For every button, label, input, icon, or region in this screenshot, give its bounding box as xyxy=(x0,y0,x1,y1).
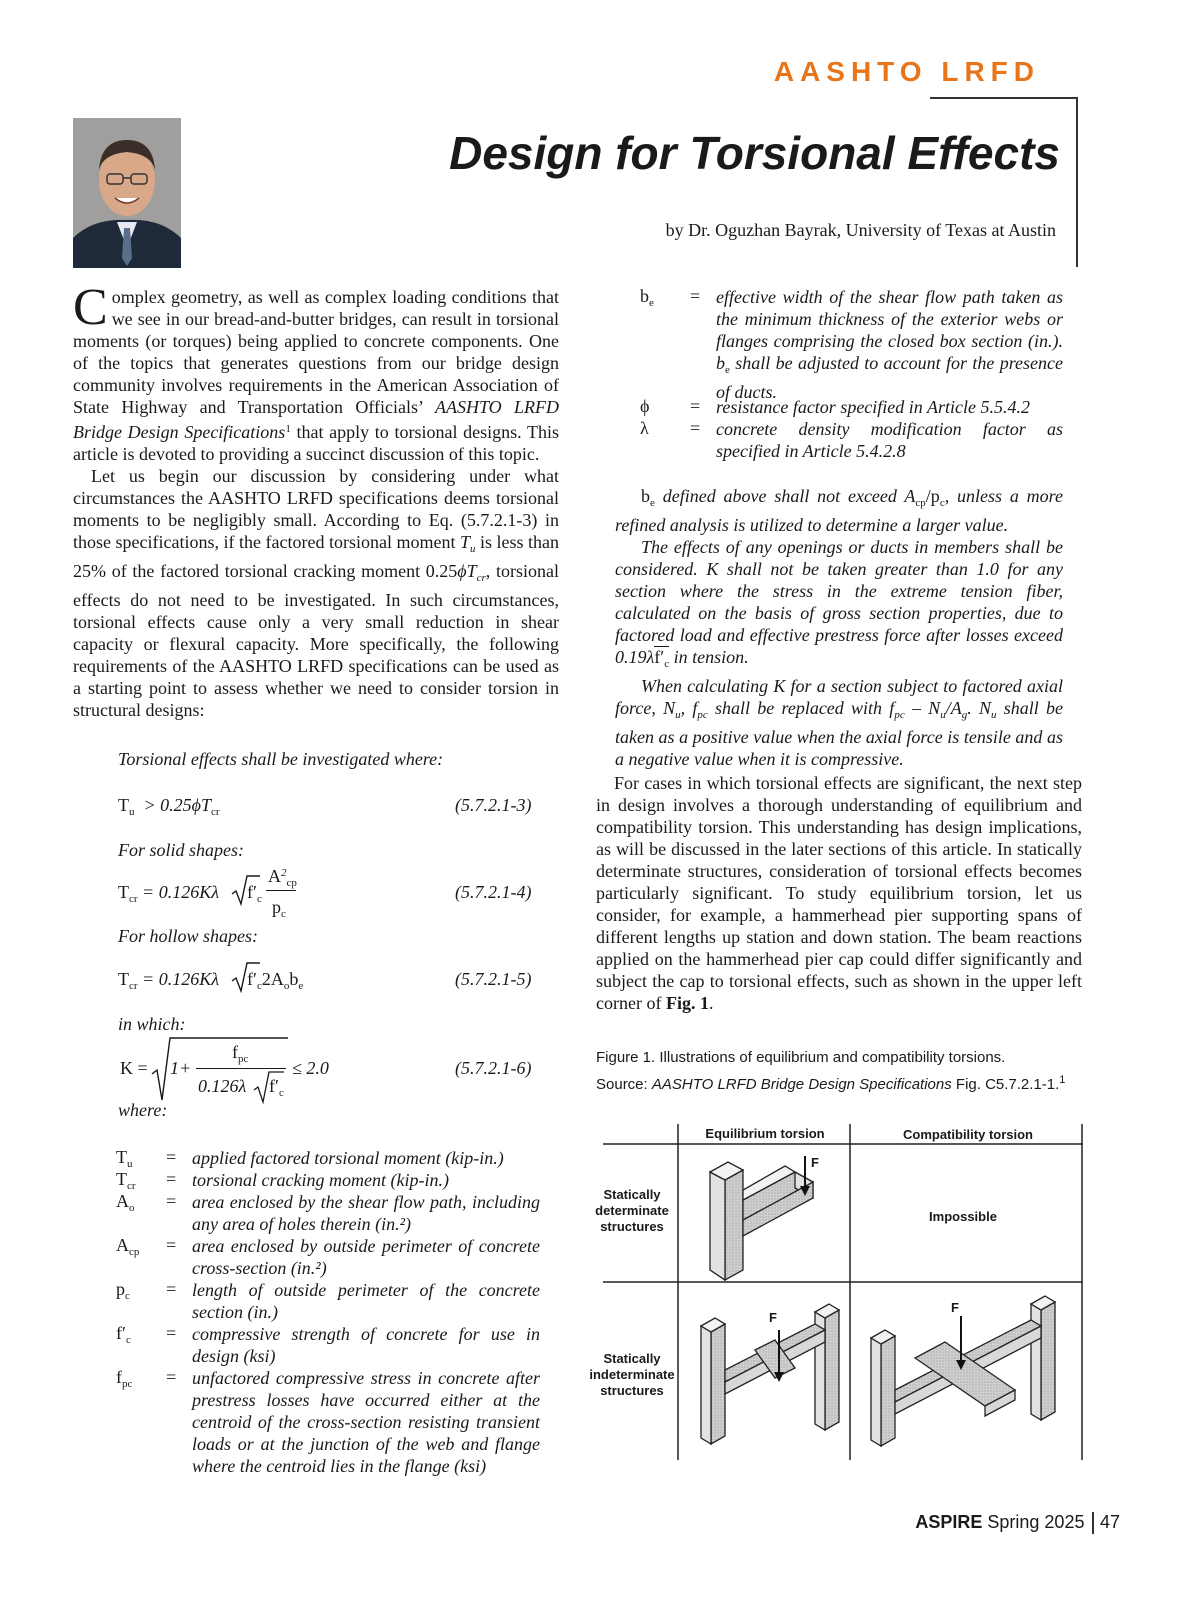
equation-5-7-2-1-4 xyxy=(118,882,219,905)
definition-equals: = xyxy=(166,1323,177,1343)
definition-symbol-main: f xyxy=(116,1367,122,1387)
page-footer xyxy=(915,1512,1120,1534)
force-label-bottom-right: F xyxy=(951,1300,959,1315)
row1-label-line2: determinate xyxy=(595,1203,669,1218)
definition-symbol-sub: u xyxy=(127,1158,133,1170)
eq6-denominator: 0.126λ xyxy=(198,1076,247,1096)
ri-p1-b: b xyxy=(641,486,650,506)
para1-spec-title: AASHTO LRFD Bridge Design Specifications xyxy=(73,397,559,442)
definition-symbol-sub: c xyxy=(125,1334,131,1346)
definition-text: compressive strength of concrete for use in design (ksi) xyxy=(192,1324,540,1366)
author-photo xyxy=(73,118,181,268)
definition-symbol-sub: cp xyxy=(129,1246,140,1258)
definition-symbol xyxy=(640,418,649,441)
in-which-label: in which: xyxy=(118,1014,186,1034)
equation-5-7-2-1-3 xyxy=(118,795,220,818)
eq4-fc xyxy=(247,882,262,905)
row-label-determinate xyxy=(584,1187,680,1235)
ri-p3-a: When calculating K for a section subject to factored axial force, N xyxy=(615,676,1063,718)
eq4-number: (5.7.2.1-4) xyxy=(455,882,532,902)
definition-text xyxy=(716,286,1063,403)
fig1-reference[interactable]: Fig. 1 xyxy=(665,993,709,1013)
right-italic-block xyxy=(615,485,1063,770)
definition-symbol-main: A xyxy=(116,1191,129,1211)
header-rule-vertical xyxy=(1076,97,1078,267)
ri-p3-b-sub: pc xyxy=(697,709,708,721)
eq6-one: 1+ xyxy=(170,1058,192,1078)
eq5-tail2: b xyxy=(289,969,299,989)
definition-equals: = xyxy=(166,1147,177,1167)
ri-p3-g: shall be taken as a positive value when the axial force is tensile and as a negative value when it is compressive. xyxy=(615,698,1063,769)
definition-symbol xyxy=(116,1169,136,1192)
definition-symbol-sub: o xyxy=(129,1202,135,1214)
eq4-lhs: T xyxy=(118,882,129,902)
eq4-mid: = 0.126Kλ xyxy=(142,882,219,902)
definition-equals: = xyxy=(690,286,701,306)
ri-p2-fc-symbol: f′ xyxy=(654,647,665,667)
definition-symbol-main: p xyxy=(116,1279,125,1299)
definition-text-end: shall be adjusted to account for the presence of ducts. xyxy=(716,353,1063,402)
row-label-indeterminate xyxy=(580,1351,684,1399)
definition-text: unfactored compressive stress in concrete after prestress losses have occurred either at the centroid of the cross-section resisting transient loads or at the junction of the web and flange where the centroid lies in the flange (ksi) xyxy=(192,1368,540,1476)
eq5-number: (5.7.2.1-5) xyxy=(455,969,532,989)
equation-intro: Torsional effects shall be investigated where: xyxy=(118,749,444,769)
definition-equals: = xyxy=(690,396,701,416)
solid-shapes-label: For solid shapes: xyxy=(118,840,244,860)
definition-symbol-main: b xyxy=(640,286,649,306)
page-title: Design for Torsional Effects xyxy=(449,127,1060,179)
eq5-fc-symbol: f′ xyxy=(247,969,257,989)
definition-symbol xyxy=(116,1191,135,1214)
definition-symbol-sub: c xyxy=(125,1290,130,1302)
eq4-lhs-sub: cr xyxy=(129,893,138,905)
definition-text: area enclosed by the shear flow path, including any area of holes therein (in.²) xyxy=(192,1192,540,1234)
eq3-rhs: > 0.25ϕT xyxy=(143,795,211,815)
definition-equals: = xyxy=(690,418,701,438)
row2-label-line2: indeterminate xyxy=(589,1367,675,1382)
definition-text-main: resistance factor specified in Article 5.5.4.2 xyxy=(716,397,1030,417)
ri-p3-d: – N xyxy=(904,698,941,718)
footer-brand: ASPIRE xyxy=(915,1512,983,1532)
caption-footnote: 1 xyxy=(1059,1074,1066,1086)
eq3-lhs: T xyxy=(118,795,129,815)
ri-p1-c: c xyxy=(939,497,945,509)
definition-symbol-main: T xyxy=(116,1169,127,1189)
header-rule-horizontal xyxy=(930,97,1078,99)
caption-spec-title: AASHTO LRFD Bridge Design Specifications xyxy=(651,1076,952,1093)
compatibility-indeterminate-structure xyxy=(871,1296,1055,1446)
definition-symbol-main: f′ xyxy=(116,1323,126,1343)
definition-symbol xyxy=(116,1235,139,1258)
eq5-tail2-sub: e xyxy=(298,980,304,992)
figure-1-diagram xyxy=(585,1120,1085,1460)
eq4-denominator xyxy=(272,897,286,920)
left-column-body xyxy=(73,279,559,721)
col-header-compatibility: Compatibility torsion xyxy=(903,1127,1033,1142)
row1-label-line1: Statically xyxy=(603,1187,661,1202)
ri-p3-f: . N xyxy=(967,698,991,718)
dropcap: C xyxy=(73,279,108,336)
eq4-fraction-bar xyxy=(266,890,296,891)
eq5-lhs: T xyxy=(118,969,129,989)
eq6-numerator-f: f xyxy=(232,1042,238,1062)
definition-text xyxy=(716,418,1063,469)
row1-label-line3: structures xyxy=(600,1219,664,1234)
eq6-number: (5.7.2.1-6) xyxy=(455,1058,532,1078)
caption-source xyxy=(596,1069,1082,1096)
figure-caption xyxy=(596,1047,1082,1096)
eq6-den-fc-sub: c xyxy=(278,1087,284,1099)
right-column-body xyxy=(596,772,1082,1014)
right-para-end: . xyxy=(708,993,714,1013)
eq5-lhs-sub: cr xyxy=(129,980,138,992)
ri-p2-end: in tension. xyxy=(669,647,749,667)
ri-p3-d-sub: u xyxy=(940,709,946,721)
eq6-numerator-sub: pc xyxy=(238,1053,249,1065)
eq6-lhs: K = xyxy=(120,1058,148,1078)
ri-p3-e-sub: g xyxy=(961,709,968,721)
eq3-lhs-sub: u xyxy=(129,806,135,818)
caption-line1: Figure 1. Illustrations of equilibrium and compatibility torsions. xyxy=(596,1049,1006,1066)
footer-issue: Spring 2025 xyxy=(987,1512,1085,1532)
right-para-text: For cases in which torsional effects are significant, the next step in design involves a thorough understanding of equilibrium and compatibility torsion. This understanding has design implications, as will be discussed in the later sections of this article. In statically determinate structures, consideration of torsional effects becomes particularly significant. To study equilibrium torsion, let us consider, for example, a hammerhead pier supporting spans of different lengths up station and down station. The beam reactions applied on the hammerhead pier cap could differ significantly and subject the cap to torsional effects, such as shown in the upper left corner of xyxy=(596,773,1082,1013)
para1-start: omplex geometry, as well as complex loading conditions that we see in our bread-and-butter bridges, can result in torsional moments (or torques) being applied to concrete components. One of the topics that generates questions from our bridge design community involves requirements in the American Association of State Highway and Transportation Officials’ xyxy=(73,287,559,417)
definition-text: area enclosed by outside perimeter of concrete cross-section (in.²) xyxy=(192,1236,540,1278)
definition-text: applied factored torsional moment (kip-in.) xyxy=(192,1148,504,1168)
ri-p1-text: defined above shall not exceed A xyxy=(654,486,916,506)
definition-symbol xyxy=(116,1147,133,1170)
hollow-shapes-label: For hollow shapes: xyxy=(118,926,259,946)
para2-c: , torsional effects do not need to be investigated. In such circumstances, torsional effects cause only a very small reduction in shear capacity or flexural capacity. More specifically, the following requirements of the AASHTO LRFD specifications can be used as a starting point to assess whether we need to consider torsion in structural designs: xyxy=(73,561,559,720)
footer-page-number: 47 xyxy=(1099,1512,1120,1532)
equilibrium-indeterminate-structure xyxy=(701,1304,839,1444)
section-tag: AASHTO LRFD xyxy=(773,56,1040,87)
definition-symbol-main: A xyxy=(116,1235,129,1255)
definition-equals: = xyxy=(166,1169,177,1189)
definition-symbol xyxy=(116,1279,130,1302)
ri-p1-end: , unless a more refined analysis is utilized to determine a larger value. xyxy=(615,486,1063,535)
para2-tu: T xyxy=(459,532,470,552)
eq4-fc-sub: c xyxy=(256,893,262,905)
col-header-equilibrium: Equilibrium torsion xyxy=(705,1126,825,1141)
definition-symbol-main: ϕ xyxy=(640,396,650,416)
eq5-terms xyxy=(247,969,303,992)
eq5-fc-sub: c xyxy=(256,980,262,992)
eq4-den-p: p xyxy=(272,897,281,917)
row2-label-line3: structures xyxy=(600,1383,664,1398)
definition-symbol-sub: pc xyxy=(122,1378,133,1390)
definition-text: length of outside perimeter of the concrete section (in.) xyxy=(192,1280,540,1322)
ri-p1-cp: cp xyxy=(915,497,926,509)
eq4-fc-symbol: f′ xyxy=(247,882,257,902)
para1-end: that apply to torsional designs. This article is devoted to providing a succinct discussion of this topic. xyxy=(73,422,559,464)
eq4-numerator-sub: cp xyxy=(286,877,297,889)
equation-5-7-2-1-5 xyxy=(118,969,219,992)
eq5-mid: = 0.126Kλ xyxy=(142,969,219,989)
caption-fig-ref: Fig. C5.7.2.1-1. xyxy=(951,1076,1060,1093)
definition-text-main: concrete density modification factor as specified in Article 5.4.2.8 xyxy=(716,419,1063,461)
definition-symbol xyxy=(640,286,654,309)
eq3-number: (5.7.2.1-3) xyxy=(455,795,532,815)
ri-p3-b: , f xyxy=(680,698,698,718)
footer-separator xyxy=(1092,1512,1094,1534)
para2-tu-sub: u xyxy=(469,543,476,555)
definition-symbol xyxy=(116,1367,132,1390)
eq6-tail: ≤ 2.0 xyxy=(292,1058,329,1078)
eq3-rhs-sub: cr xyxy=(210,806,220,818)
row2-label-line1: Statically xyxy=(603,1351,661,1366)
para1-footnote: 1 xyxy=(285,423,291,435)
ri-p1-b-sub: e xyxy=(650,497,655,509)
definition-text: torsional cracking moment (kip-in.) xyxy=(192,1170,449,1190)
definition-symbol xyxy=(640,396,649,419)
definition-equals: = xyxy=(166,1367,177,1387)
equilibrium-determinate-structure xyxy=(710,1156,813,1280)
eq4-den-sub: c xyxy=(281,908,286,920)
eq6-numerator xyxy=(232,1042,248,1065)
ri-p2-fc xyxy=(654,646,670,670)
para2-a: Let us begin our discussion by considering under what circumstances the AASHTO LRFD specifications deems torsional moments to be negligibly small. According to Eq. (5.7.2.1-3) in those specifications, if the factored torsional moment xyxy=(73,466,559,552)
definition-symbol-main: T xyxy=(116,1147,127,1167)
para2-phi: ϕT xyxy=(457,561,477,581)
ri-p2-text: The effects of any openings or ducts in members shall be considered. K shall not be taken greater than 1.0 for any section where the stress in the extreme tension fiber, calculated on the basis of gross section properties, due to factored load and effective prestress force after losses exceed 0.19λ xyxy=(615,537,1063,667)
definition-text-sub: e xyxy=(725,364,730,376)
definition-symbol-sub: cr xyxy=(127,1180,136,1192)
impossible-label: Impossible xyxy=(929,1209,997,1224)
caption-source-label: Source: xyxy=(596,1076,652,1093)
eq6-den-fc xyxy=(269,1076,284,1099)
ri-p3-e: /A xyxy=(945,698,962,718)
definition-symbol-sub: e xyxy=(649,297,654,309)
definition-text-main: effective width of the shear flow path taken as the minimum thickness of the exterior webs or flanges comprising the closed box section (in.). b xyxy=(716,287,1063,373)
ri-p3-a-sub: u xyxy=(675,709,681,721)
eq4-numerator-sup: 2 xyxy=(281,867,287,879)
ri-p3-f-sub: u xyxy=(990,709,997,721)
para2-cr-sub: cr xyxy=(476,572,486,584)
byline: by Dr. Oguzhan Bayrak, University of Texas at Austin xyxy=(665,220,1056,240)
definition-symbol-main: λ xyxy=(640,418,649,438)
force-label-bottom-left: F xyxy=(769,1310,777,1325)
ri-p3-c-sub: pc xyxy=(894,709,905,721)
eq5-tail: 2A xyxy=(261,969,284,989)
definition-equals: = xyxy=(166,1279,177,1299)
definition-equals: = xyxy=(166,1191,177,1211)
definition-symbol xyxy=(116,1323,131,1346)
eq4-numerator-a: A xyxy=(268,866,281,886)
ri-p3-c: shall be replaced with f xyxy=(707,698,895,718)
force-label-top-left: F xyxy=(811,1155,819,1170)
ri-p2-fc-sub: c xyxy=(664,658,670,670)
eq4-numerator xyxy=(268,866,297,889)
para2-b: is less than 25% of the factored torsional cracking moment 0.25 xyxy=(73,532,559,581)
eq6-den-fc-symbol: f′ xyxy=(269,1076,279,1096)
eq5-tail-sub: o xyxy=(283,980,290,992)
ri-p1-p: /p xyxy=(925,486,940,506)
where-label: where: xyxy=(118,1100,168,1120)
definition-equals: = xyxy=(166,1235,177,1255)
